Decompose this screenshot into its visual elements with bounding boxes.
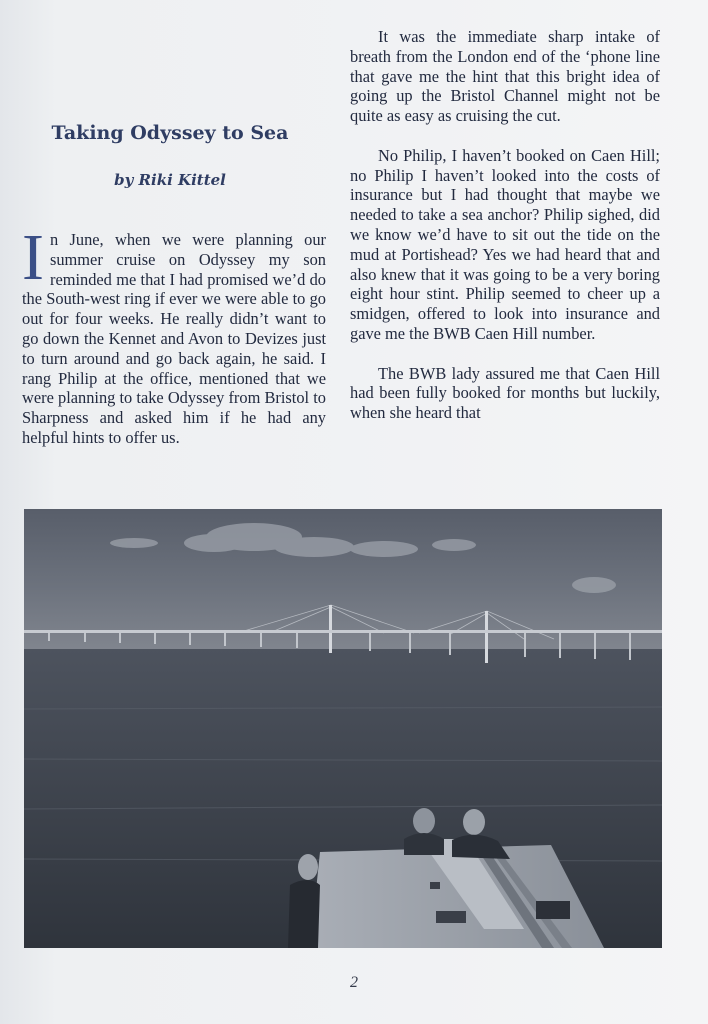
left-text-column (22, 221, 326, 448)
paragraph-bwb-lady: The BWB lady assured me that Caen Hill had been fully booked for months but luckily, when she heard that (350, 363, 660, 423)
page-number: 2 (350, 974, 358, 991)
paragraph-phone-call: It was the immediate sharp intake of breath from the London end of the ‘phone line that gave me the hint that this bright idea of going up the Bristol Channel might not be quite as easy as cruising the cut. (350, 27, 660, 126)
drop-cap: I (22, 221, 44, 294)
opening-paragraph-text: n June, when we were planning our summer cruise on Odyssey my son reminded me that I had promised we’d do the South-west ring if ever we were able to go out for four weeks. He really didn’t want to go down the Kennet and Avon to Devizes just to turn around and go back again, he said. I rang Philip at the office, mentioned that we were planning to take Odyssey from Bristol to Sharpness and asked him if he had any helpful hints to offer us. (22, 230, 326, 447)
opening-paragraph (22, 221, 326, 448)
right-text-column (350, 27, 660, 423)
article-byline: by Riki Kittel (114, 171, 226, 189)
paragraph-caen-hill: No Philip, I haven’t booked on Caen Hill; no Philip I haven’t looked into the costs of insurance but I had thought that maybe we needed to take a sea anchor? Philip sighed, did we know we’d have to sit out the tide on the mud at Portishead? Yes we had heard that and also knew that it was going to be a very boring eight hour stint. Philip seemed to cheer up a smidgen, offered to look into insurance and gave me the BWB Caen Hill number. (350, 145, 660, 343)
article-title: Taking Odyssey to Sea (51, 122, 289, 144)
bridge-photo (24, 509, 662, 948)
